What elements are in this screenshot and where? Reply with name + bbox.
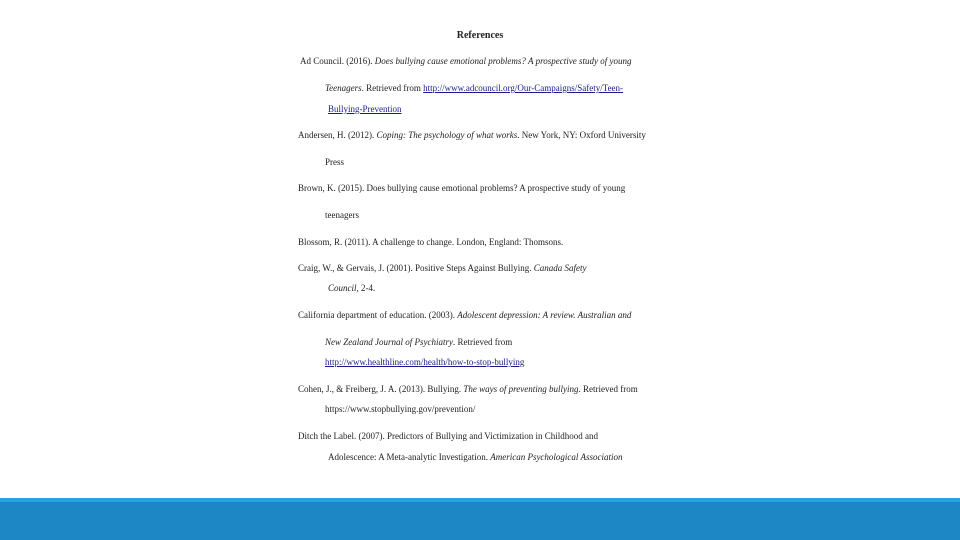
italic-title: Adolescent depression: A review. Australian and: [457, 310, 632, 320]
references-heading: References: [456, 30, 504, 41]
reference-entry-2-line-1: [298, 130, 646, 141]
text-segment: Cohen, J., & Freiberg, J. A. (2013). Bullying.: [298, 384, 464, 394]
italic-title: Does bullying cause emotional problems? A prospective study of young: [374, 56, 632, 66]
text-segment: . New York, NY: Oxford University: [517, 130, 646, 140]
text-segment: . Retrieved from: [453, 337, 513, 347]
italic-title: Council: [328, 283, 357, 293]
reference-entry-2-line-2: Press: [325, 157, 345, 167]
reference-entry-8-line-1: Ditch the Label. (2007). Predictors of Bullying and Victimization in Childhood and: [298, 431, 598, 441]
text-segment: Ad Council. (2016).: [300, 56, 375, 66]
text-segment: , 2-4.: [356, 283, 376, 293]
text-segment: Craig, W., & Gervais, J. (2001). Positive Steps Against Bullying.: [298, 263, 534, 273]
reference-entry-1-line-1: [300, 56, 631, 67]
text-segment: California department of education. (2003).: [298, 310, 458, 320]
reference-entry-7-line-1: [298, 384, 638, 395]
italic-title: Coping: The psychology of what works: [376, 130, 518, 140]
text-segment: . Retrieved from: [361, 83, 424, 93]
reference-entry-5-line-1: [298, 263, 587, 274]
reference-entry-1-line-3: [328, 104, 402, 115]
footer-band-edge: [0, 498, 960, 502]
reference-entry-1-line-2: [325, 83, 623, 94]
reference-entry-7-line-2: https://www.stopbullying.gov/prevention/: [325, 404, 476, 414]
text-segment: Andersen, H. (2012).: [298, 130, 377, 140]
reference-entry-5-line-2: [328, 283, 375, 294]
italic-title: Teenagers: [325, 83, 362, 93]
reference-entry-4-line-1: Blossom, R. (2011). A challenge to change. London, England: Thomsons.: [298, 237, 564, 247]
reference-entry-6-line-1: [298, 310, 631, 321]
italic-title: American Psychological Association: [490, 452, 623, 462]
reference-link[interactable]: http://www.adcouncil.org/Our-Campaigns/Safety/Teen-: [423, 83, 624, 93]
reference-entry-6-line-2: [325, 337, 512, 348]
reference-entry-6-line-3: [325, 357, 524, 368]
italic-title: Canada Safety: [533, 263, 587, 273]
text-segment: Adolescence: A Meta-analytic Investigation.: [328, 452, 491, 462]
reference-entry-8-line-2: [328, 452, 623, 463]
reference-link[interactable]: Bullying-Prevention: [328, 104, 402, 114]
italic-title: New Zealand Journal of Psychiatry: [325, 337, 453, 347]
reference-entry-3-line-2: teenagers: [325, 210, 359, 220]
reference-link[interactable]: http://www.healthline.com/health/how-to-stop-bullying: [325, 357, 525, 367]
reference-entry-3-line-1: Brown, K. (2015). Does bullying cause emotional problems? A prospective study of young: [298, 183, 626, 193]
slide-footer-band: [0, 498, 960, 540]
italic-title: The ways of preventing bullying: [463, 384, 579, 394]
text-segment: . Retrieved from: [578, 384, 638, 394]
